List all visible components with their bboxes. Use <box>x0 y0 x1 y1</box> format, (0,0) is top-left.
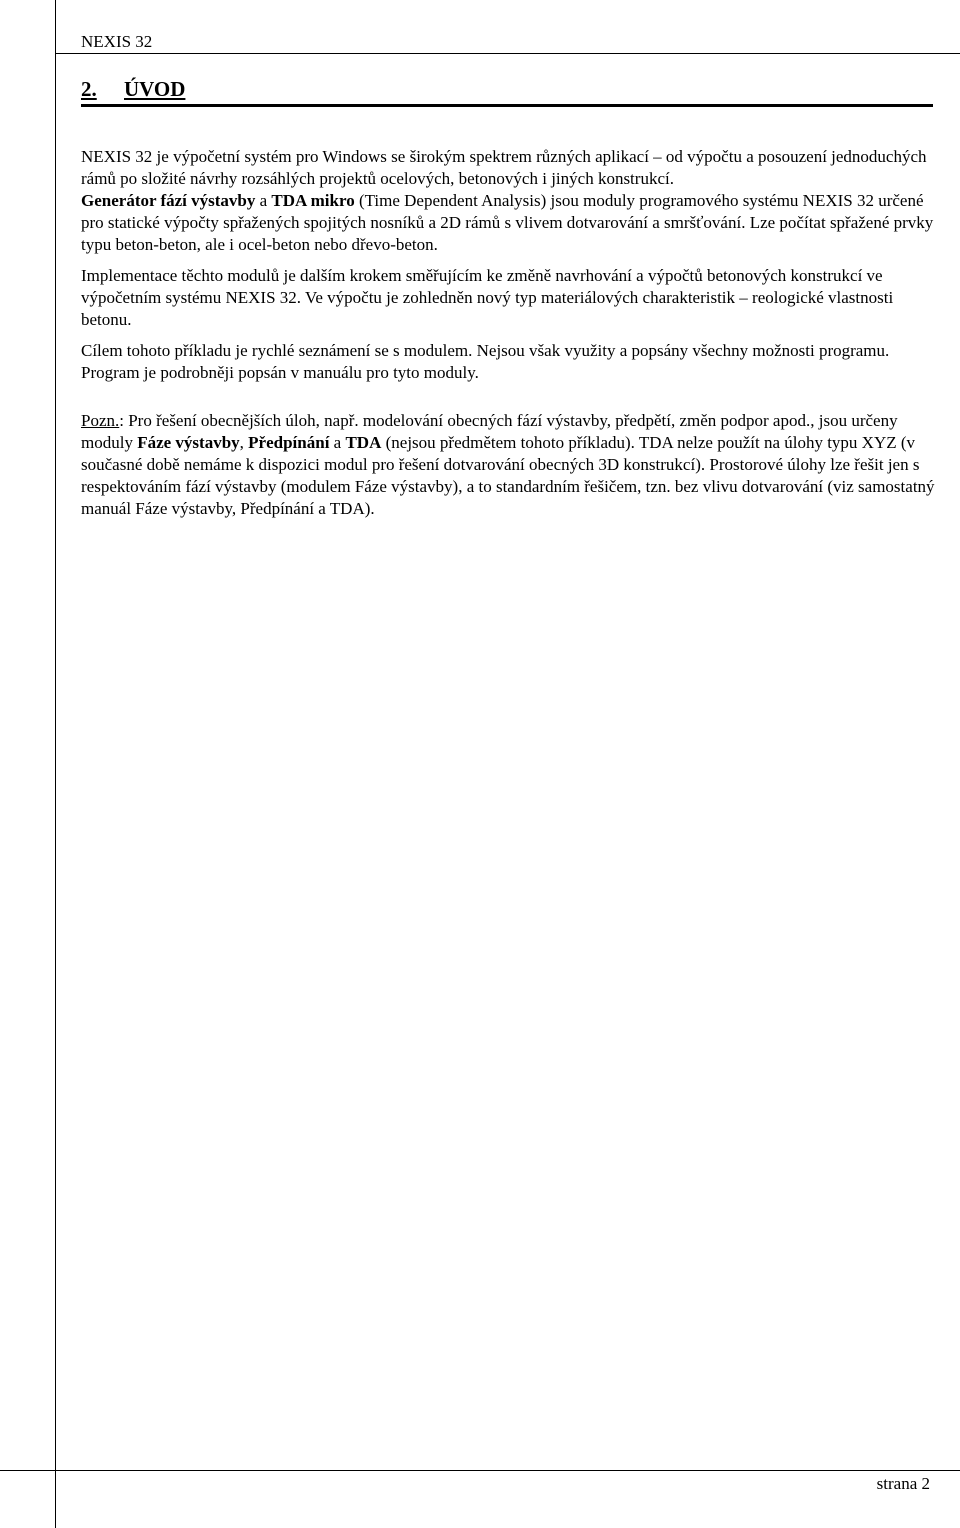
paragraph-implementation: Implementace těchto modulů je dalším krokem směřujícím ke změně navrhování a výpočtů betonových konstrukcí ve výpočetním systému NEXIS 32. Ve výpočtu je zohledněn nový typ materiálových charakteristik – reologické vlastnosti betonu. <box>81 266 894 329</box>
paragraph-text: a <box>255 191 272 210</box>
left-margin-rule <box>55 0 56 1528</box>
paragraph-text: (nejsou předmětem tohoto příkladu). TDA nelze použít na úlohy typu XYZ (v současné době nemáme k dispozici modul pro řešení dotvarování obecných 3D konstrukcí). Prostorové úlohy lze řešit jen s respektováním fází výstavby (modulem Fáze výstavby), a to standardním řešičem, tzn. bez vlivu dotvarování (viz samostatný manuál Fáze výstavby, Předpínání a TDA). <box>81 433 935 518</box>
page-number: strana 2 <box>876 1474 930 1493</box>
term-tda-mikro: TDA mikro <box>271 191 355 210</box>
running-header: NEXIS 32 <box>81 32 153 51</box>
paragraph-text: , <box>239 433 249 452</box>
term-predpinani: Předpínání <box>248 433 330 452</box>
paragraph-modules <box>81 190 941 256</box>
chapter-heading <box>81 76 933 107</box>
paragraph-text: a <box>329 433 346 452</box>
term-faze-vystavby: Fáze výstavby <box>137 433 240 452</box>
note-label: Pozn. <box>81 411 120 430</box>
document-body <box>81 146 941 529</box>
chapter-title: ÚVOD <box>124 77 186 101</box>
chapter-number: 2. <box>81 77 97 101</box>
paragraph-intro: NEXIS 32 je výpočetní systém pro Windows se širokým spektrem různých aplikací – od výpočtu a posouzení jednoduchých rámů po složité návrhy rozsáhlých projektů ocelových, betonových i jiných konstrukcí. <box>81 147 927 188</box>
paragraph-goal: Cílem tohoto příkladu je rychlé seznámení se s modulem. Nejsou však využity a popsány všechny možnosti programu. Program je podrobněji popsán v manuálu pro tyto moduly. <box>81 341 890 382</box>
paragraph-text: : Pro řešení obecnějších úloh, např. modelování obecných fází výstavby, předpětí, změn podpor apod., jsou určeny moduly <box>81 411 898 452</box>
header-rule <box>55 53 960 54</box>
term-generator: Generátor fází výstavby <box>81 191 256 210</box>
paragraph-text: (Time Dependent Analysis) jsou moduly programového systému NEXIS 32 určené pro statické výpočty spřažených spojitých nosníků a 2D rámů s vlivem dotvarování a smršťování. Lze počítat spřažené prvky typu beton-beton, ale i ocel-beton nebo dřevo-beton. <box>81 191 934 254</box>
paragraph-note <box>81 410 941 520</box>
footer-rule <box>0 1470 960 1471</box>
term-tda: TDA <box>345 433 382 452</box>
